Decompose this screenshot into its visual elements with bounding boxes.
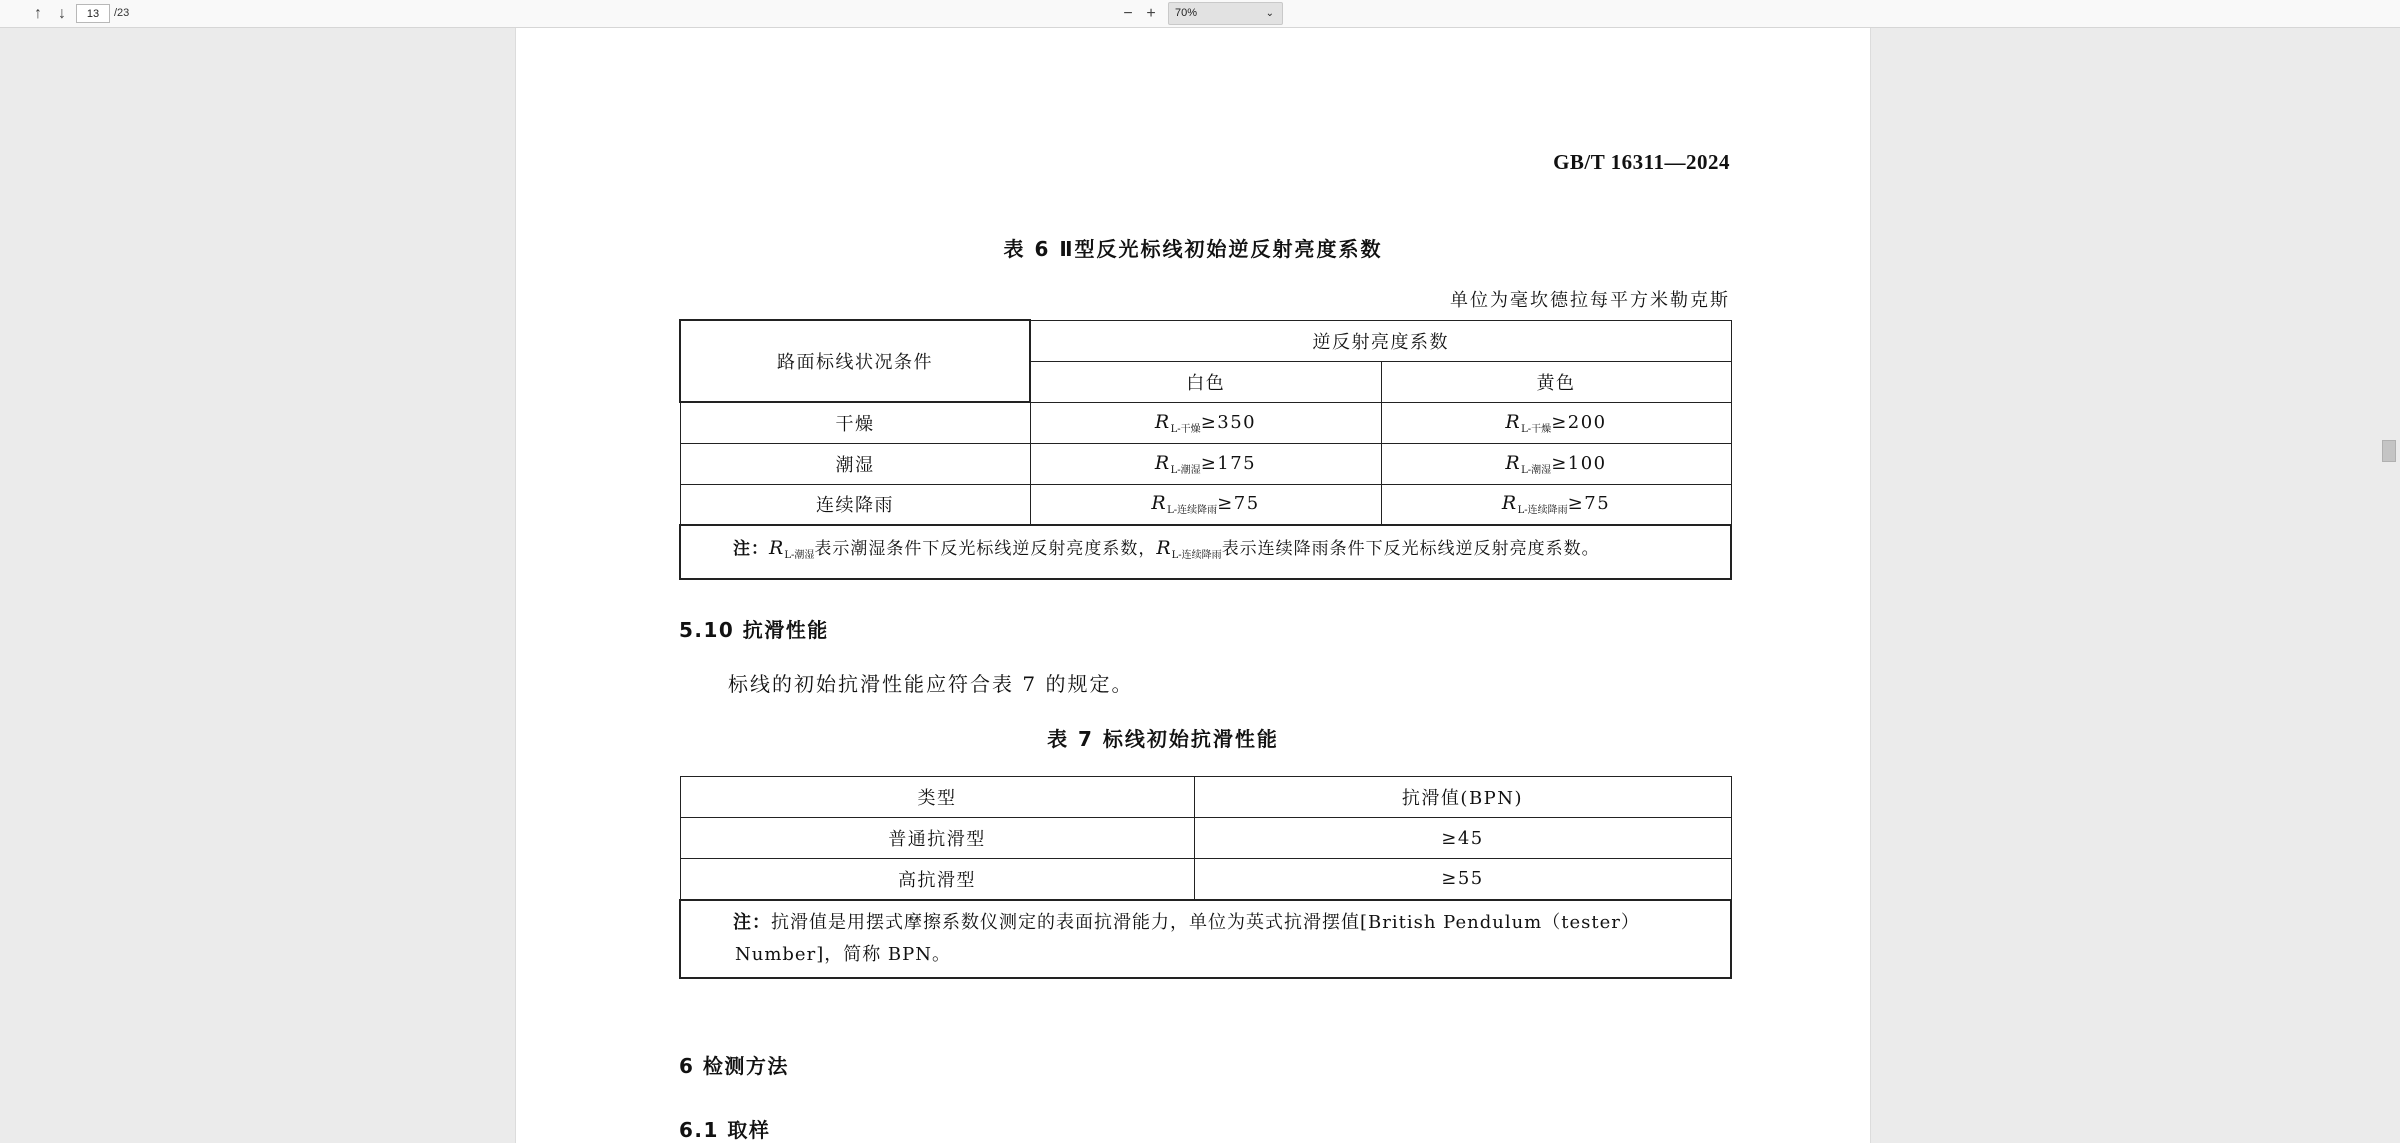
zoom-select[interactable]	[1168, 2, 1283, 25]
row-condition: 潮湿	[680, 443, 1030, 484]
table6-header-coeff: 逆反射亮度系数	[1030, 320, 1731, 361]
row-white-value: $R_{L-连续降雨}\ge 75$	[1030, 484, 1381, 525]
table6-unit: 单位为毫坎德拉每平方米勒克斯	[1450, 290, 1730, 311]
table6-note: 注：$R_{L-潮湿}$表示潮湿条件下反光标线逆反射亮度系数，$R_{L-连续降雨}$表示连续降雨条件下反光标线逆反射亮度系数。	[680, 525, 1731, 579]
table7-title: 表 7 标线初始抗滑性能	[1047, 727, 1279, 751]
page-number-input[interactable]	[76, 4, 110, 23]
table-row	[680, 484, 1731, 525]
section-heading-6: 6 检测方法	[679, 1054, 789, 1078]
section-heading-5-10: 5.10 抗滑性能	[679, 618, 829, 642]
chevron-down-icon: ⌄	[1265, 8, 1274, 19]
scrollbar-thumb[interactable]	[2382, 440, 2396, 462]
zoom-value: 70%	[1175, 7, 1198, 19]
row-condition: 干燥	[680, 402, 1030, 443]
table7	[679, 776, 1732, 979]
document-page	[515, 28, 1871, 1143]
table-row	[680, 818, 1731, 859]
standard-number: GB/T 16311—2024	[1553, 150, 1730, 174]
table6-header-condition: 路面标线状况条件	[680, 320, 1030, 402]
table-row	[680, 402, 1731, 443]
row-type: 高抗滑型	[680, 859, 1194, 900]
zoom-out-button[interactable]: −	[1123, 5, 1133, 22]
section-heading-6-1: 6.1 取样	[679, 1118, 771, 1142]
table6-header-white: 白色	[1030, 361, 1381, 402]
arrow-up-icon[interactable]: ↑	[34, 5, 42, 22]
pdf-toolbar	[0, 0, 2400, 28]
page-total-label: /23	[114, 7, 130, 19]
row-white-value: $R_{L-干燥}\ge 350$	[1030, 402, 1381, 443]
row-yellow-value: $R_{L-连续降雨}\ge 75$	[1381, 484, 1731, 525]
row-value: ≥55	[1194, 859, 1731, 900]
row-condition: 连续降雨	[680, 484, 1030, 525]
table6	[679, 319, 1732, 580]
paragraph: 标线的初始抗滑性能应符合表 7 的规定。	[728, 672, 1134, 696]
row-yellow-value: $R_{L-干燥}\ge 200$	[1381, 402, 1731, 443]
table-row	[680, 443, 1731, 484]
row-type: 普通抗滑型	[680, 818, 1194, 859]
table7-header-value: 抗滑值(BPN)	[1194, 777, 1731, 818]
table6-title: 表 6 Ⅱ型反光标线初始逆反射亮度系数	[1003, 237, 1383, 261]
table-row	[680, 859, 1731, 900]
table7-note: 注：抗滑值是用摆式摩擦系数仪测定的表面抗滑能力，单位为英式抗滑摆值[British Pendulum（tester）Number]，简称 BPN。	[680, 900, 1731, 978]
table6-header-yellow: 黄色	[1381, 361, 1731, 402]
table7-header-type: 类型	[680, 777, 1194, 818]
row-white-value: $R_{L-潮湿}\ge 175$	[1030, 443, 1381, 484]
row-value: ≥45	[1194, 818, 1731, 859]
row-yellow-value: $R_{L-潮湿}\ge 100$	[1381, 443, 1731, 484]
arrow-down-icon[interactable]: ↓	[58, 5, 66, 22]
zoom-in-button[interactable]: +	[1146, 5, 1156, 22]
